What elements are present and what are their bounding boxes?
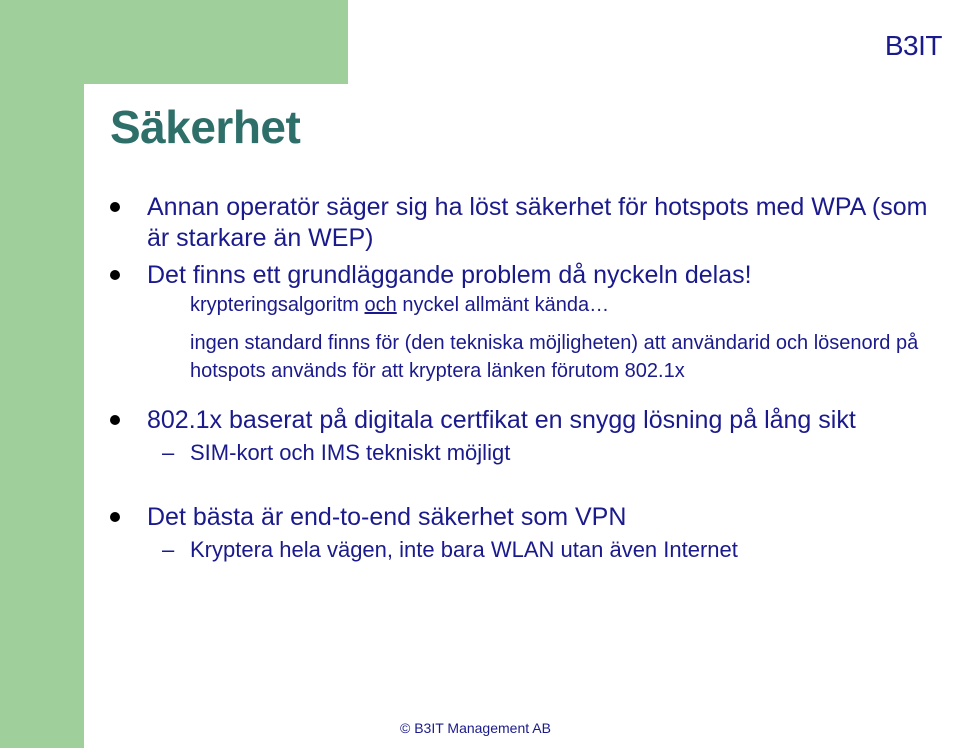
footer-copyright: © B3IT Management AB xyxy=(400,720,551,736)
sub-text-underlined: och xyxy=(364,294,397,316)
bullet-text: Annan operatör säger sig ha löst säkerhet för hotspots med WPA (som är starkare än WEP) xyxy=(147,193,928,252)
bullet-item-3 xyxy=(110,405,950,436)
sub-line-standard xyxy=(110,329,950,385)
sub-item-encrypt xyxy=(110,535,950,565)
company-logo: B3IT xyxy=(884,30,942,61)
bullet-item-4 xyxy=(110,502,950,533)
bullet-item-1 xyxy=(110,192,950,254)
dash-marker: – xyxy=(162,537,175,562)
bullet-text: Det finns ett grundläggande problem då nyckeln delas! xyxy=(147,261,752,289)
sub-text: ingen standard finns för (den tekniska möjligheten) att användarid och lösenord på hotspots används för att kryptera länken förutom 802.1x xyxy=(190,332,919,382)
sub-text-post: nyckel allmänt kända… xyxy=(396,294,610,316)
sub-text: Kryptera hela vägen, inte bara WLAN utan även Internet xyxy=(190,537,738,562)
bullet-text: Det bästa är end-to-end säkerhet som VPN xyxy=(147,503,627,531)
bullet-dot-icon xyxy=(110,415,120,425)
decorative-green-strip xyxy=(0,0,84,748)
decorative-green-header-block xyxy=(0,0,348,84)
dash-marker: – xyxy=(162,440,175,465)
slide-content xyxy=(110,192,950,565)
bullet-dot-icon xyxy=(110,512,120,522)
sub-item-sim xyxy=(110,438,950,468)
sub-line-algorithm xyxy=(110,291,950,319)
bullet-dot-icon xyxy=(110,202,120,212)
bullet-item-2 xyxy=(110,260,950,291)
bullet-text: 802.1x baserat på digitala certfikat en snygg lösning på lång sikt xyxy=(147,406,856,434)
sub-text-pre: krypteringsalgoritm xyxy=(190,294,365,316)
sub-text: SIM-kort och IMS tekniskt möjligt xyxy=(190,440,511,465)
bullet-dot-icon xyxy=(110,270,120,280)
slide-title: Säkerhet xyxy=(110,101,301,153)
